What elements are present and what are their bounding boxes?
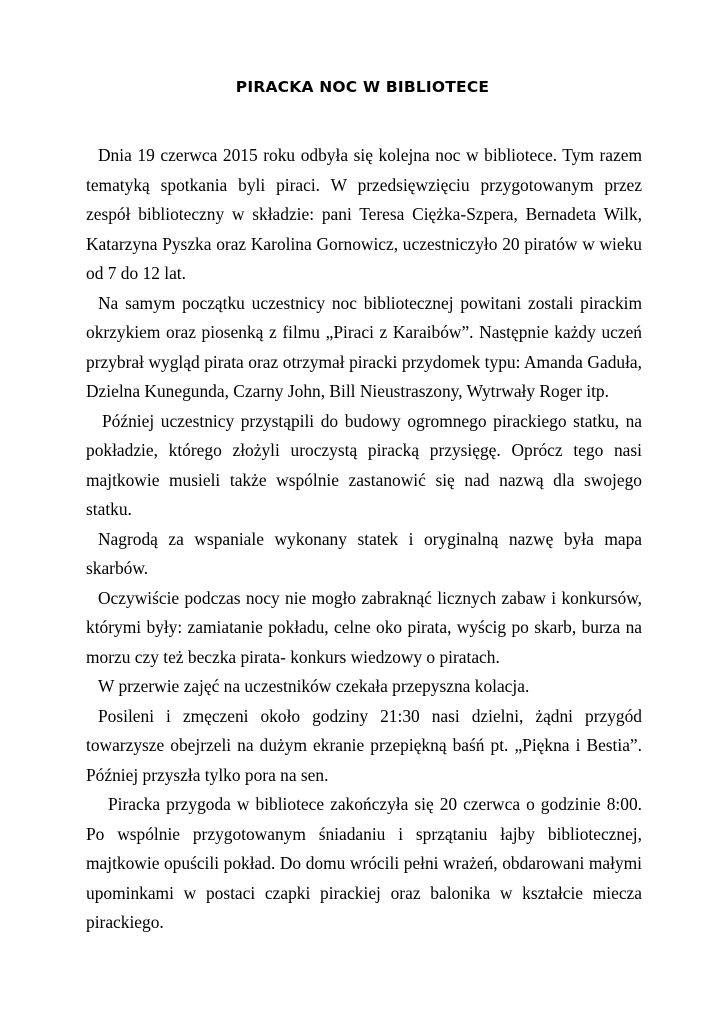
paragraph-2: Na samym początku uczestnicy noc bibliotecznej powitani zostali pirackim okrzykiem oraz piosenką z filmu „Piraci z Karaibów”. Następnie każdy uczeń przybrał wygląd pirata oraz otrzymał piracki przydomek typu: Amanda Gaduła, Dzielna Kunegunda, Czarny John, Bill Nieustraszony, Wytrwały Roger itp. — [86, 292, 642, 401]
document-body — [86, 141, 642, 938]
paragraph-7: Posileni i zmęczeni około godziny 21:30 nasi dzielni, żądni przygód towarzysze obejrzeli na dużym ekranie przepiękną baśń pt. „Piękna i Bestia”. Później przyszła tylko pora na sen. — [86, 705, 642, 785]
paragraph-1: Dnia 19 czerwca 2015 roku odbyła się kolejna noc w bibliotece. Tym razem tematyką spotkania byli piraci. W przedsięwzięciu przygotowanym przez zespół biblioteczny w składzie: pani Teresa Ciężka-Szpera, Bernadeta Wilk, Katarzyna Pyszka oraz Karolina Gornowicz, uczestniczyło 20 piratów w wieku od 7 do 12 lat. — [86, 145, 642, 283]
paragraph-6: W przerwie zajęć na uczestników czekała przepyszna kolacja. — [98, 676, 530, 696]
paragraph-5: Oczywiście podczas nocy nie mogło zabraknąć licznych zabaw i konkursów, którymi były: zamiatanie pokładu, celne oko pirata, wyścig po skarb, burza na morzu czy też beczka pirata- konkurs wiedzowy o piratach. — [86, 587, 642, 667]
paragraph-4: Nagrodą za wspaniale wykonany statek i oryginalną nazwę była mapa skarbów. — [86, 528, 642, 578]
document-title: PIRACKA NOC W BIBLIOTECE — [235, 78, 490, 96]
paragraph-8: Piracka przygoda w bibliotece zakończyła się 20 czerwca o godzinie 8:00. Po wspólnie przygotowanym śniadaniu i sprzątaniu łajby bibliotecznej, majtkowie opuścili pokład. Do domu wrócili pełni wrażeń, obdarowani małymi upominkami w postaci czapki pirackiej oraz balonika w kształcie miecza pirackiego. — [86, 794, 642, 932]
paragraph-3: Później uczestnicy przystąpili do budowy ogromnego pirackiego statku, na pokładzie, którego złożyli uroczystą piracką przysięgę. Oprócz tego nasi majtkowie musieli także wspólnie zastanowić się nad nazwą dla swojego statku. — [86, 410, 642, 519]
